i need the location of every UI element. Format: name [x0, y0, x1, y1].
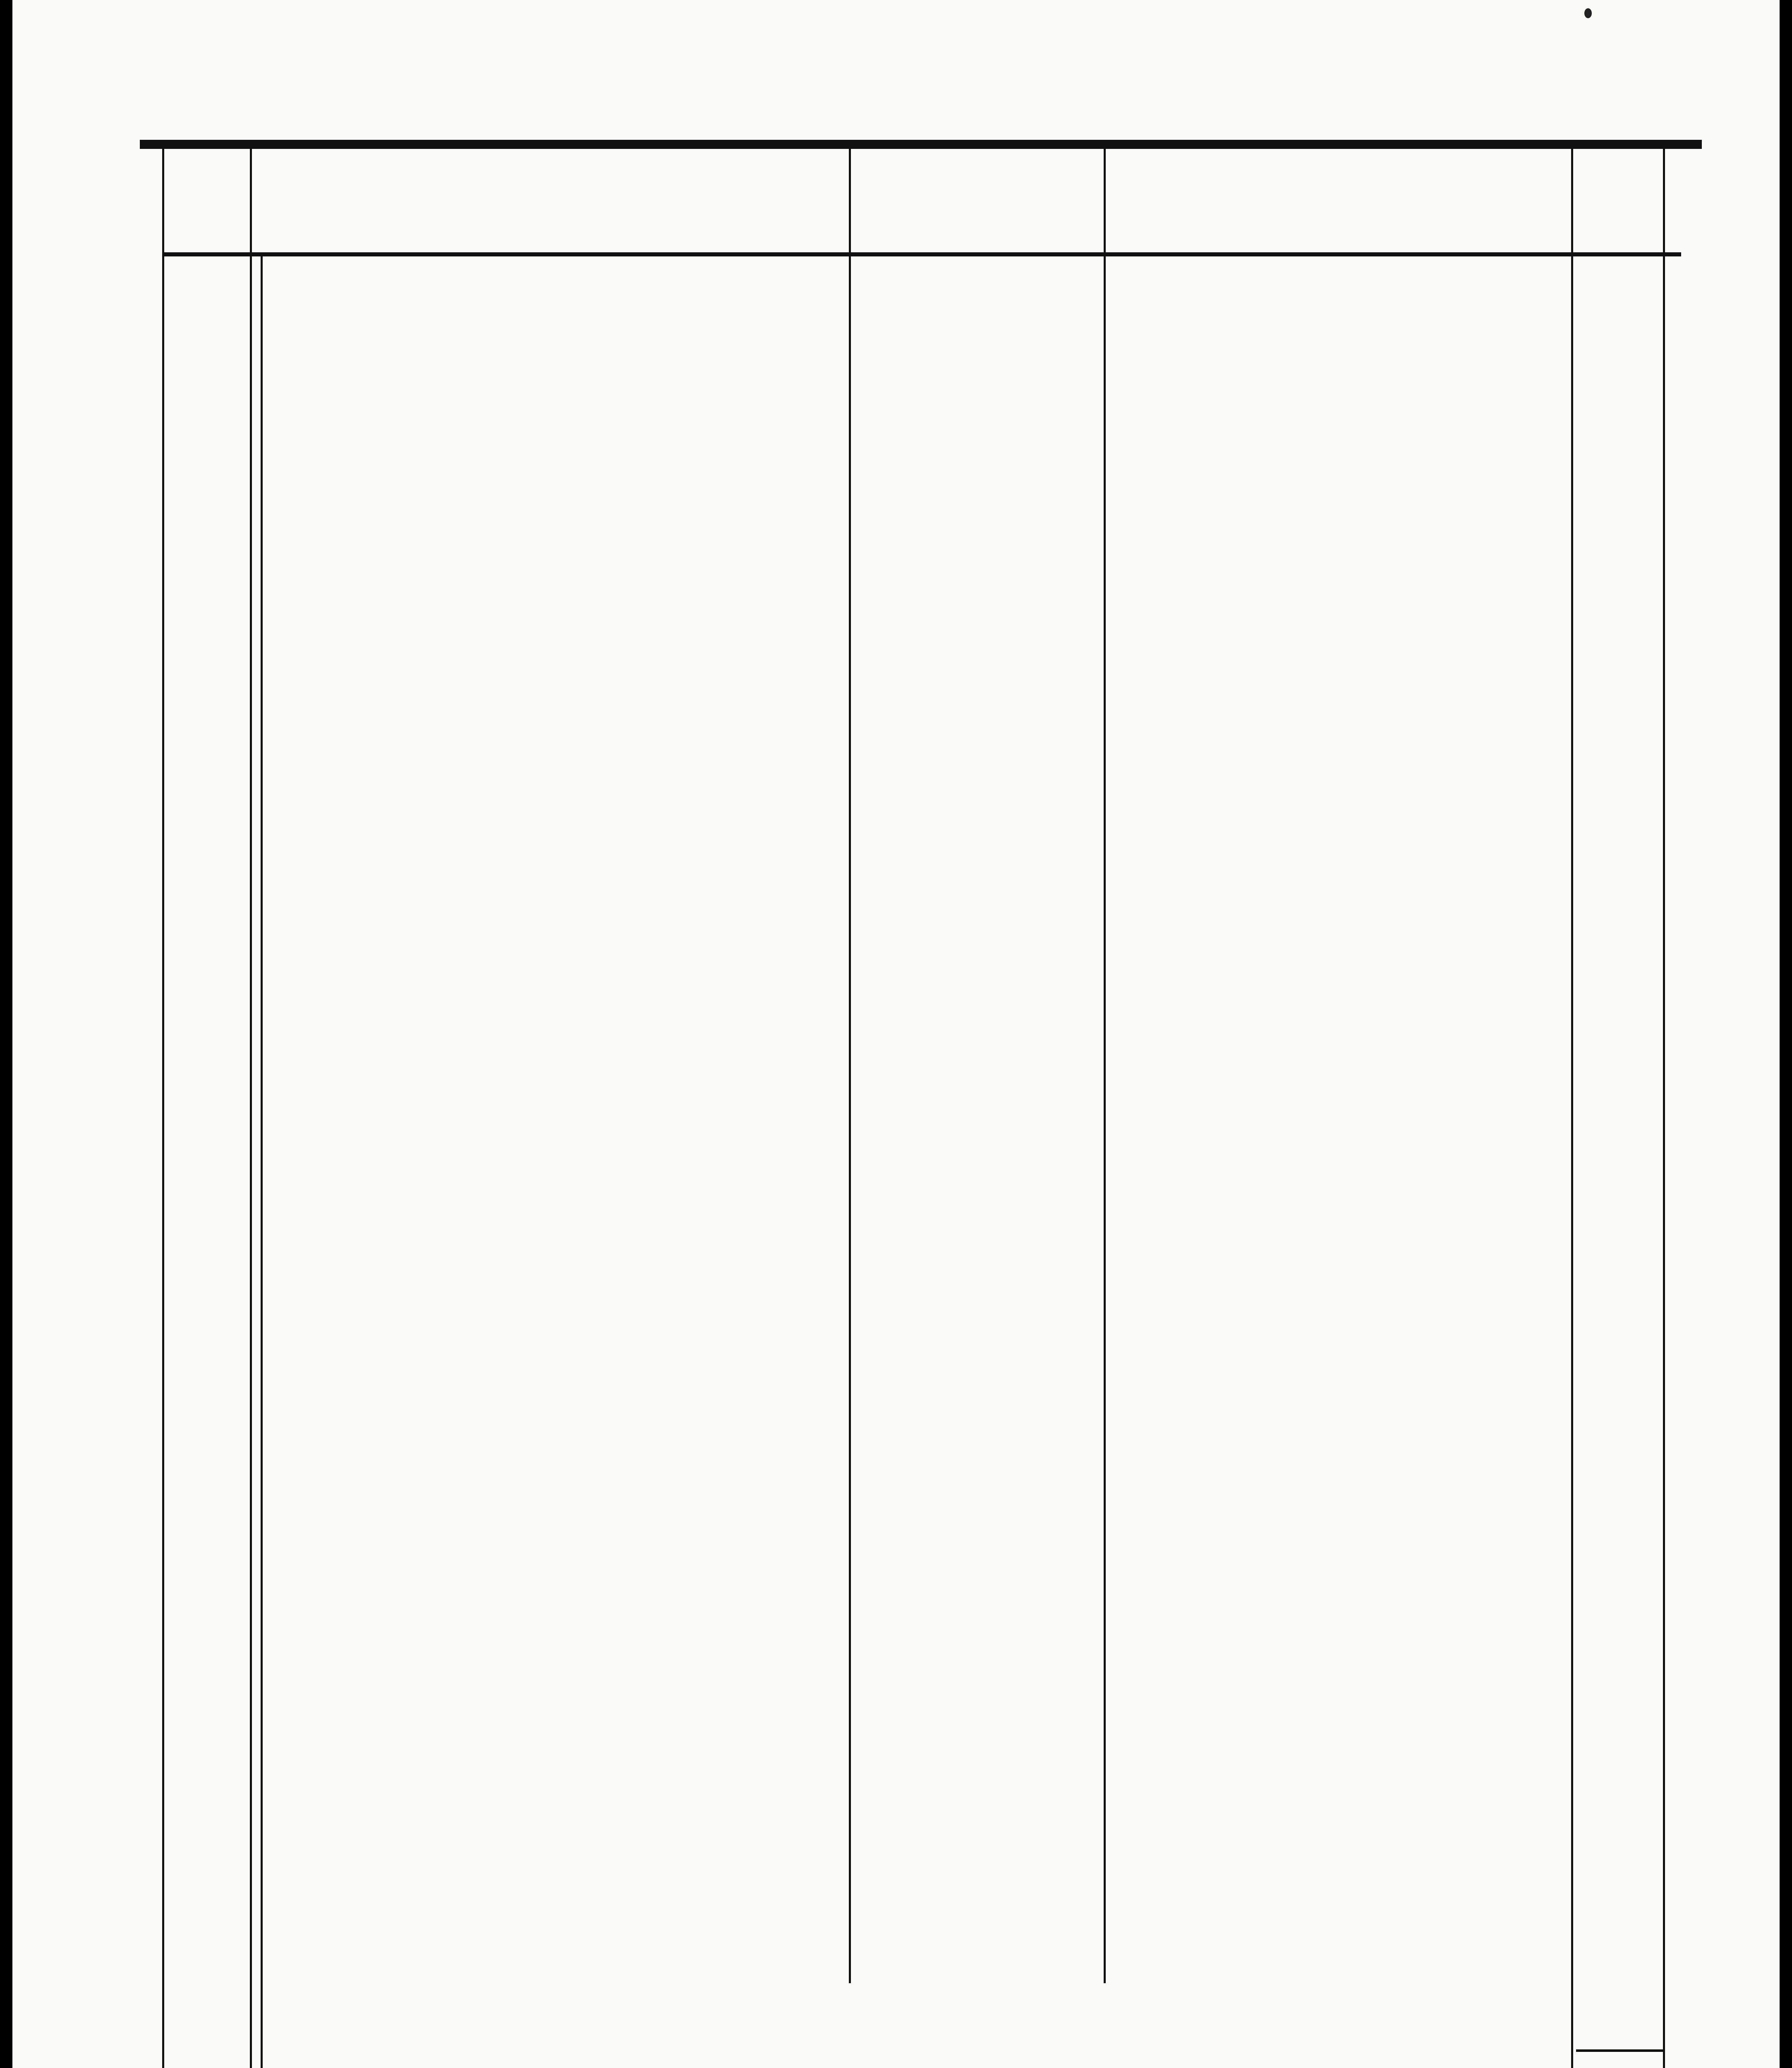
speck — [1584, 8, 1592, 18]
column-rule — [1663, 147, 1665, 2068]
column-rule — [849, 147, 851, 1983]
header-bottom-rule — [162, 252, 1681, 256]
column-rule — [162, 147, 164, 2068]
sum-rule — [1576, 2049, 1663, 2052]
column-rule — [250, 147, 252, 2068]
column-rule — [261, 252, 263, 2068]
top-rule — [140, 140, 1702, 149]
column-rule — [1571, 147, 1573, 2068]
column-rule — [1104, 147, 1106, 1983]
document-page — [12, 0, 1780, 2068]
